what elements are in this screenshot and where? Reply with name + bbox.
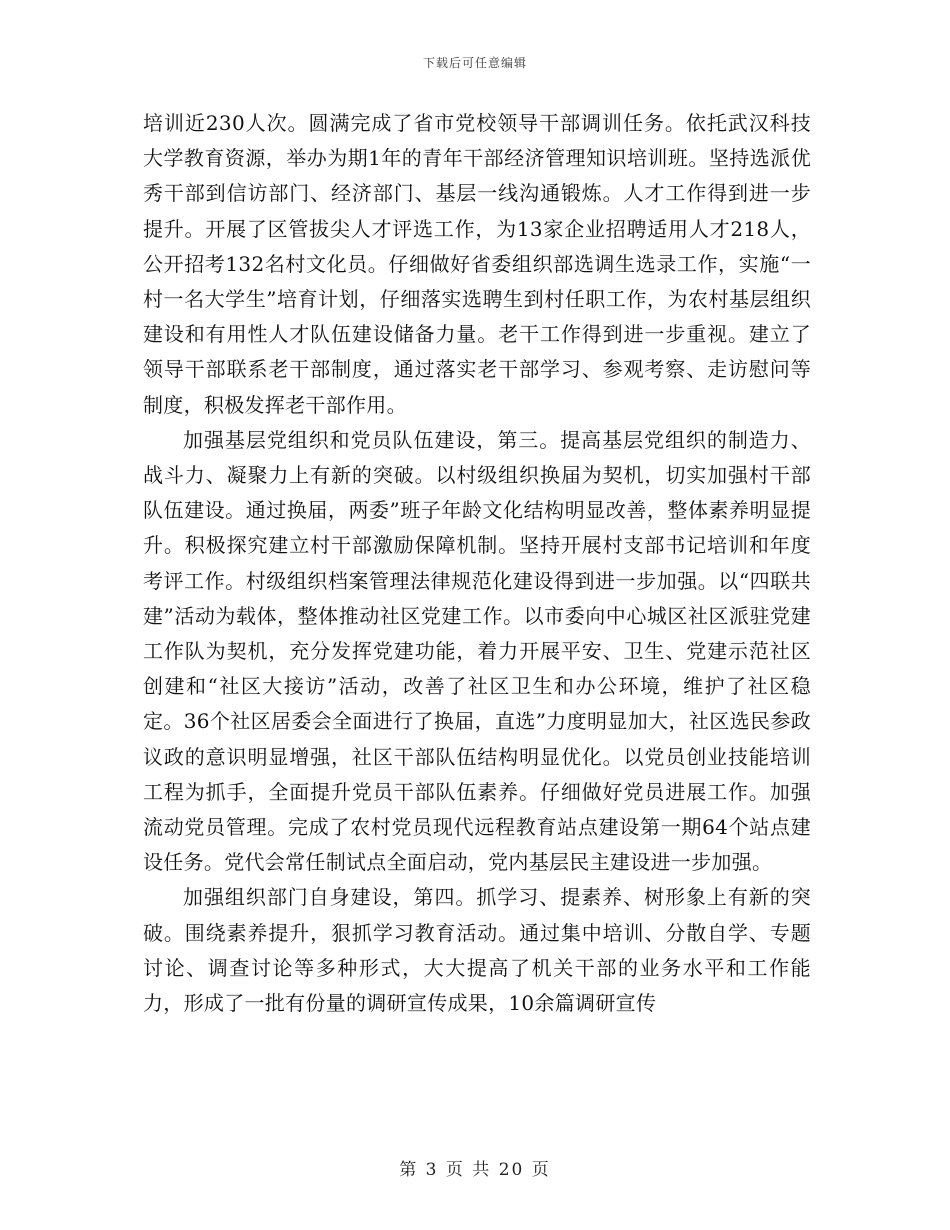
paragraph-1: 培训近230人次。圆满完成了省市党校领导干部调训任务。依托武汉科技大学教育资源，举办为期1年的青年干部经济管理知识培训班。坚持选派优秀干部到信访部门、经济部门、基层一线沟通锻炼。人才工作得到进一步提升。开展了区管拔尖人才评选工作，为13家企业招聘适用人才218人，公开招考132名村文化员。仔细做好省委组织部选调生选录工作，实施“一村一名大学生”培育计划，仔细落实选聘生到村任职工作，为农村基层组织建设和有用性人才队伍建设储备力量。老干工作得到进一步重视。建立了领导干部联系老干部制度，通过落实老干部学习、参观考察、走访慰问等制度，积极发挥老干部作用。 xyxy=(143,111,811,417)
paragraph-2: 加强基层党组织和党员队伍建设，第三。提高基层党组织的制造力、战斗力、凝聚力上有新的突破。以村级组织换届为契机，切实加强村干部队伍建设。通过换届，两委”班子年龄文化结构明显改善，整体素养明显提升。积极探究建立村干部激励保障机制。坚持开展村支部书记培训和年度考评工作。村级组织档案管理法律规范化建设得到进一步加强。以“四联共建”活动为载体，整体推动社区党建工作。以市委向中心城区社区派驻党建工作队为契机，充分发挥党建功能，着力开展平安、卫生、党建示范社区创建和“社区大接访”活动，改善了社区卫生和办公环境，维护了社区稳定。36个社区居委会全面进行了换届，直选”力度明显加大，社区选民参政议政的意识明显增强，社区干部队伍结构明显优化。以党员创业技能培训工程为抓手，全面提升党员干部队伍素养。仔细做好党员进展工作。加强流动党员管理。完成了农村党员现代远程教育站点建设第一期64个站点建设任务。党代会常任制试点全面启动，党内基层民主建设进一步加强。 xyxy=(143,427,811,875)
paragraph-3: 加强组织部门自身建设，第四。抓学习、提素养、树形象上有新的突破。围绕素养提升，狠抓学习教育活动。通过集中培训、分散自学、专题讨论、调查讨论等多种形式，大大提高了机关干部的业务水平和工作能力，形成了一批有份量的调研宣传成果，10余篇调研宣传 xyxy=(143,885,811,1016)
page-number: 第 3 页 共 20 页 xyxy=(399,1160,551,1180)
document-body xyxy=(143,106,811,1021)
page-header-note: 下载后可任意编辑 xyxy=(422,56,527,70)
